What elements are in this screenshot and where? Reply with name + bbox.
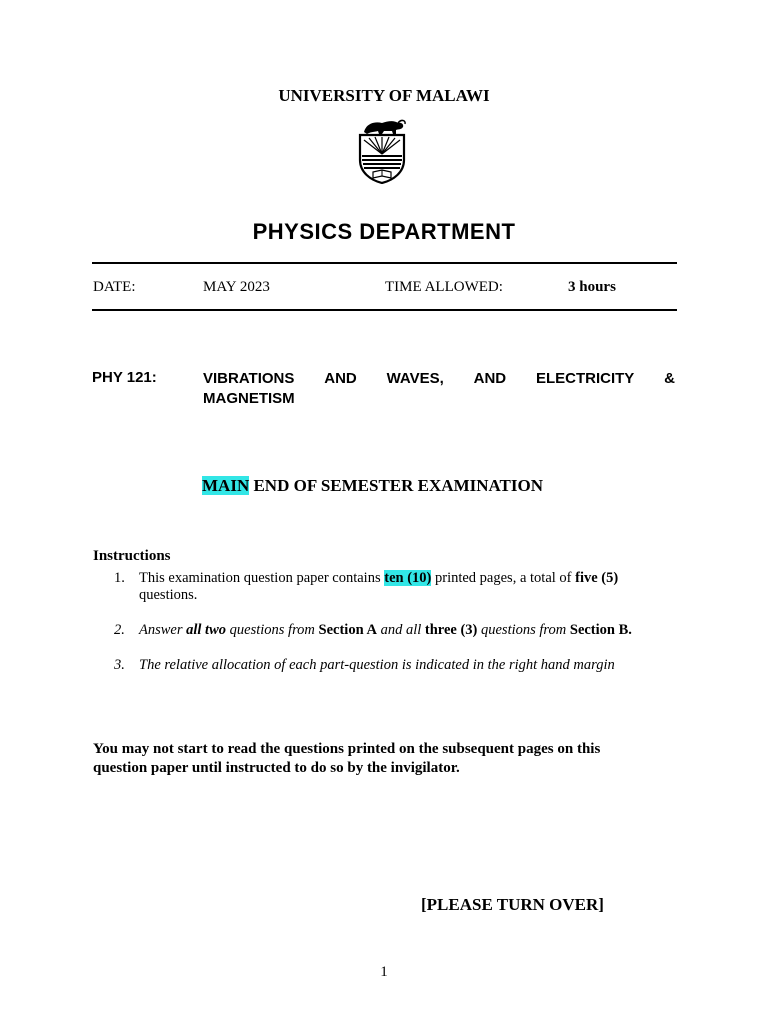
instruction-item-2	[114, 622, 662, 639]
bottom-divider	[92, 309, 677, 311]
instruction-text: and all	[376, 622, 425, 638]
course-title-word: ELECTRICITY	[535, 370, 635, 387]
course-title-line-2: MAGNETISM	[203, 390, 295, 407]
university-crest-logo	[354, 118, 410, 184]
instructions-heading: Instructions	[93, 548, 171, 564]
exam-type-heading	[202, 476, 543, 496]
exam-type-rest: END OF SEMESTER EXAMINATION	[249, 476, 543, 495]
instructions-list	[114, 570, 662, 674]
invigilator-warning: You may not start to read the questions printed on the subsequent pages on this question paper until instructed to do so by the invigilator.	[93, 741, 601, 776]
instruction-text: This examination question paper contains	[139, 570, 385, 586]
instruction-emphasis: all two	[186, 622, 227, 638]
instruction-number: 1.	[114, 570, 125, 586]
instruction-number: 2.	[114, 622, 125, 638]
top-divider	[92, 262, 677, 264]
lion-emblem	[364, 120, 405, 134]
date-value: MAY 2023	[203, 279, 270, 295]
course-title-word: VIBRATIONS	[203, 370, 295, 387]
question-count: five (5)	[575, 570, 619, 586]
please-turn-over: [PLEASE TURN OVER]	[421, 895, 604, 914]
course-title	[203, 369, 675, 409]
department-title: PHYSICS DEPARTMENT	[252, 219, 516, 244]
course-title-word: AND	[324, 370, 357, 387]
time-allowed-label: TIME ALLOWED:	[385, 279, 503, 295]
instruction-emphasis: three (3)	[424, 622, 478, 638]
instruction-text: questions.	[139, 570, 622, 603]
instruction-text: printed pages, a total of	[431, 570, 576, 586]
time-allowed-value: 3 hours	[568, 279, 616, 295]
course-title-word: &	[664, 370, 675, 387]
exam-type-highlight: MAIN	[202, 476, 250, 495]
page-count-highlight: ten (10)	[384, 570, 432, 586]
date-label: DATE:	[93, 279, 136, 295]
instruction-text: Answer	[139, 622, 187, 638]
instruction-item-1	[114, 570, 662, 604]
instruction-text: The relative allocation of each part-question is indicated in the right hand margin	[139, 657, 615, 673]
course-title-word: WAVES,	[386, 370, 444, 387]
course-title-word: AND	[473, 370, 507, 387]
page-number: 1	[380, 964, 388, 980]
instruction-text: questions from	[477, 622, 570, 638]
section-b-label: Section B.	[569, 622, 632, 638]
section-a-label: Section A	[318, 622, 377, 638]
instruction-item-3	[114, 657, 662, 674]
instruction-number: 3.	[114, 657, 125, 673]
course-code: PHY 121:	[92, 369, 157, 386]
instruction-text: questions from	[226, 622, 319, 638]
course-title-line-1	[203, 369, 675, 389]
university-name: UNIVERSITY OF MALAWI	[278, 86, 490, 105]
